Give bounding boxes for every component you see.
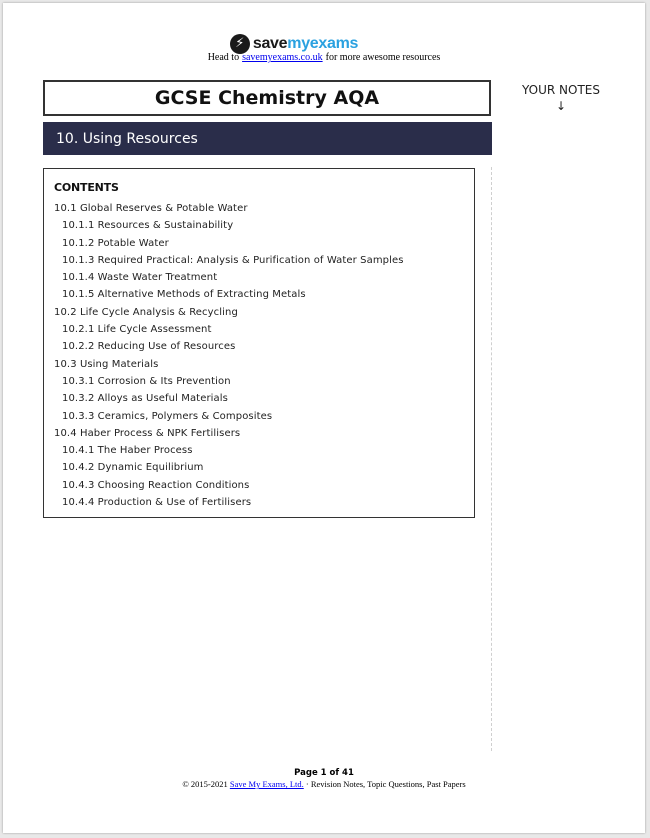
notes-divider: [491, 167, 492, 751]
document-title-box: [43, 80, 491, 116]
toc-item[interactable]: 10.3.1 Corrosion & Its Prevention: [62, 375, 231, 387]
document-title: GCSE Chemistry AQA: [154, 87, 380, 109]
toc-item[interactable]: 10.1 Global Reserves & Potable Water: [54, 203, 248, 214]
your-notes-label: YOUR NOTES: [521, 83, 600, 97]
toc-item[interactable]: 10.2.1 Life Cycle Assessment: [62, 324, 212, 336]
toc-item[interactable]: 10.2.2 Reducing Use of Resources: [62, 341, 236, 353]
toc-item[interactable]: 10.2 Life Cycle Analysis & Recycling: [54, 306, 238, 318]
toc-item[interactable]: 10.1.5 Alternative Methods of Extracting Metals: [62, 289, 306, 301]
toc-item[interactable]: 10.4.4 Production & Use of Fertilisers: [62, 497, 252, 509]
lightning-bolt-icon: ⚡: [230, 34, 250, 54]
site-link[interactable]: savemyexams.co.uk: [242, 52, 323, 63]
topic-banner: [43, 122, 492, 155]
toc-item[interactable]: 10.4.1 The Haber Process: [62, 445, 193, 457]
document-page: [3, 3, 645, 833]
toc-item[interactable]: 10.3 Using Materials: [54, 358, 159, 370]
toc-item[interactable]: 10.4.3 Choosing Reaction Conditions: [62, 479, 250, 491]
contents-box: [43, 168, 475, 518]
toc-item[interactable]: 10.1.2 Potable Water: [62, 237, 169, 249]
topic-title: 10. Using Resources: [56, 130, 198, 147]
toc-item[interactable]: 10.3.3 Ceramics, Polymers & Composites: [62, 410, 273, 422]
logo-wordmark: savemyexams: [252, 35, 359, 52]
footer-copyright: © 2015-2021 Save My Exams, Ltd. · Revision Notes, Topic Questions, Past Papers: [182, 779, 466, 789]
toc-item[interactable]: 10.4.2 Dynamic Equilibrium: [62, 462, 204, 474]
toc-item[interactable]: 10.4 Haber Process & NPK Fertilisers: [54, 427, 241, 439]
toc-item[interactable]: 10.1.3 Required Practical: Analysis & Purification of Water Samples: [62, 254, 404, 266]
header-tagline: Head to savemyexams.co.uk for more awesome resources: [207, 52, 441, 63]
arrow-down-icon: ↓: [555, 99, 567, 113]
footer-link[interactable]: Save My Exams, Ltd.: [229, 779, 304, 789]
table-of-contents: [54, 200, 404, 511]
toc-item[interactable]: 10.1.1 Resources & Sustainability: [62, 220, 234, 232]
toc-item[interactable]: 10.1.4 Waste Water Treatment: [62, 272, 218, 284]
toc-item[interactable]: 10.3.2 Alloys as Useful Materials: [62, 393, 228, 405]
contents-heading: CONTENTS: [54, 181, 119, 194]
page-number: Page 1 of 41: [294, 768, 354, 778]
